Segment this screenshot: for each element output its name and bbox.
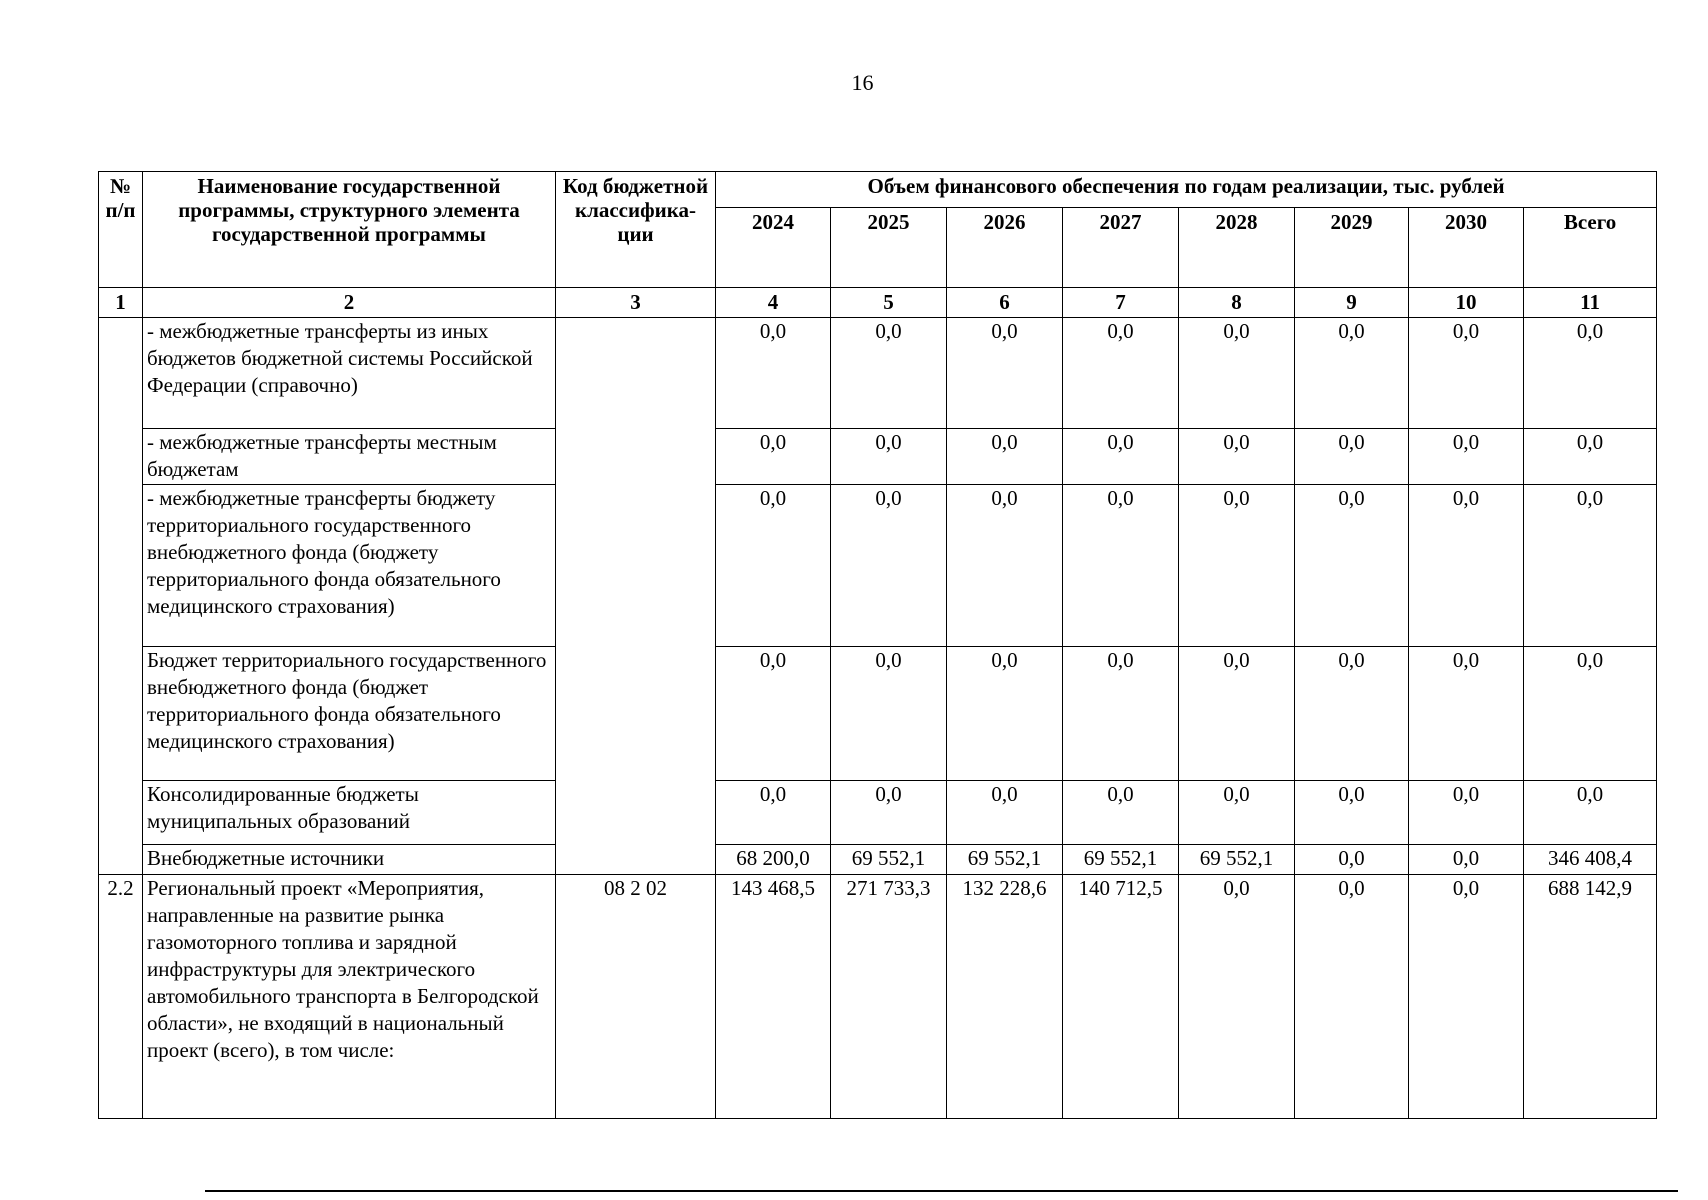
value-2027: 0,0 bbox=[1063, 318, 1179, 429]
bottom-rule bbox=[205, 1190, 1678, 1192]
value-2030: 0,0 bbox=[1409, 318, 1524, 429]
value-2028: 0,0 bbox=[1179, 781, 1295, 845]
value-2025: 271 733,3 bbox=[831, 875, 947, 1119]
header-year-2025: 2025 bbox=[831, 208, 947, 288]
column-number: 2 bbox=[143, 288, 556, 318]
value-2030: 0,0 bbox=[1409, 429, 1524, 485]
value-total: 346 408,4 bbox=[1524, 845, 1657, 875]
column-numbers-row bbox=[99, 288, 1657, 318]
row-name: - межбюджетные трансферты бюджету территориального государственного внебюджетного фонда (бюджету территориального фонда обязательного медицинского страхования) bbox=[143, 485, 556, 647]
value-2024: 0,0 bbox=[716, 647, 831, 781]
project-row bbox=[99, 875, 1657, 1119]
value-2029: 0,0 bbox=[1295, 875, 1409, 1119]
value-2025: 0,0 bbox=[831, 485, 947, 647]
value-2029: 0,0 bbox=[1295, 845, 1409, 875]
value-2025: 0,0 bbox=[831, 318, 947, 429]
value-2028: 0,0 bbox=[1179, 647, 1295, 781]
table-row bbox=[99, 485, 1657, 647]
row-name: Бюджет территориального государственного внебюджетного фонда (бюджет территориального фонда обязательного медицинского страхования) bbox=[143, 647, 556, 781]
row-name: - межбюджетные трансферты местным бюджетам bbox=[143, 429, 556, 485]
table-row bbox=[99, 845, 1657, 875]
value-2026: 0,0 bbox=[947, 781, 1063, 845]
project-num: 2.2 bbox=[99, 875, 143, 1119]
value-2027: 0,0 bbox=[1063, 485, 1179, 647]
column-number: 7 bbox=[1063, 288, 1179, 318]
value-2027: 69 552,1 bbox=[1063, 845, 1179, 875]
value-2030: 0,0 bbox=[1409, 647, 1524, 781]
value-total: 0,0 bbox=[1524, 647, 1657, 781]
value-2026: 0,0 bbox=[947, 318, 1063, 429]
header-year-2027: 2027 bbox=[1063, 208, 1179, 288]
header-code: Код бюджетной классифика-ции bbox=[556, 172, 716, 288]
value-2028: 0,0 bbox=[1179, 429, 1295, 485]
value-2025: 0,0 bbox=[831, 647, 947, 781]
value-2026: 69 552,1 bbox=[947, 845, 1063, 875]
value-total: 688 142,9 bbox=[1524, 875, 1657, 1119]
value-total: 0,0 bbox=[1524, 485, 1657, 647]
value-2030: 0,0 bbox=[1409, 781, 1524, 845]
column-number: 1 bbox=[99, 288, 143, 318]
value-2024: 68 200,0 bbox=[716, 845, 831, 875]
header-name: Наименование государственной программы, структурного элемента государственной программы bbox=[143, 172, 556, 288]
header-volume: Объем финансового обеспечения по годам реализации, тыс. рублей bbox=[716, 172, 1657, 208]
value-2025: 0,0 bbox=[831, 429, 947, 485]
header-year-2030: 2030 bbox=[1409, 208, 1524, 288]
header-year-2026: 2026 bbox=[947, 208, 1063, 288]
value-2029: 0,0 bbox=[1295, 429, 1409, 485]
column-number: 11 bbox=[1524, 288, 1657, 318]
row-name: Консолидированные бюджеты муниципальных образований bbox=[143, 781, 556, 845]
value-2026: 0,0 bbox=[947, 647, 1063, 781]
value-2030: 0,0 bbox=[1409, 875, 1524, 1119]
column-number: 5 bbox=[831, 288, 947, 318]
row-name: Внебюджетные источники bbox=[143, 845, 556, 875]
column-number: 4 bbox=[716, 288, 831, 318]
value-2027: 140 712,5 bbox=[1063, 875, 1179, 1119]
value-total: 0,0 bbox=[1524, 429, 1657, 485]
value-2027: 0,0 bbox=[1063, 429, 1179, 485]
header-num: № п/п bbox=[99, 172, 143, 288]
value-2025: 0,0 bbox=[831, 781, 947, 845]
value-2024: 0,0 bbox=[716, 485, 831, 647]
project-code: 08 2 02 bbox=[556, 875, 716, 1119]
row-code-empty bbox=[556, 318, 716, 875]
table-row bbox=[99, 318, 1657, 429]
value-2030: 0,0 bbox=[1409, 845, 1524, 875]
column-number: 3 bbox=[556, 288, 716, 318]
value-2026: 0,0 bbox=[947, 429, 1063, 485]
value-2025: 69 552,1 bbox=[831, 845, 947, 875]
value-2029: 0,0 bbox=[1295, 781, 1409, 845]
row-name: - межбюджетные трансферты из иных бюджетов бюджетной системы Российской Федерации (справочно) bbox=[143, 318, 556, 429]
column-number: 8 bbox=[1179, 288, 1295, 318]
value-2029: 0,0 bbox=[1295, 318, 1409, 429]
value-2026: 0,0 bbox=[947, 485, 1063, 647]
header-total: Всего bbox=[1524, 208, 1657, 288]
table-row bbox=[99, 781, 1657, 845]
column-number: 9 bbox=[1295, 288, 1409, 318]
header-year-2028: 2028 bbox=[1179, 208, 1295, 288]
table-row bbox=[99, 647, 1657, 781]
row-num-empty bbox=[99, 318, 143, 875]
value-2028: 69 552,1 bbox=[1179, 845, 1295, 875]
value-2030: 0,0 bbox=[1409, 485, 1524, 647]
project-name: Региональный проект «Мероприятия, направленные на развитие рынка газомоторного топлива и зарядной инфраструктуры для электрического автомобильного транспорта в Белгородской области», не входящий в национальный проект (всего), в том числе: bbox=[143, 875, 556, 1119]
value-2024: 0,0 bbox=[716, 429, 831, 485]
header-row bbox=[99, 172, 1657, 208]
page-number: 16 bbox=[851, 70, 874, 95]
value-2026: 132 228,6 bbox=[947, 875, 1063, 1119]
header-year-2024: 2024 bbox=[716, 208, 831, 288]
value-total: 0,0 bbox=[1524, 781, 1657, 845]
table-row bbox=[99, 429, 1657, 485]
value-2024: 143 468,5 bbox=[716, 875, 831, 1119]
column-number: 6 bbox=[947, 288, 1063, 318]
financing-table bbox=[98, 171, 1657, 1119]
value-2028: 0,0 bbox=[1179, 485, 1295, 647]
value-2029: 0,0 bbox=[1295, 647, 1409, 781]
value-total: 0,0 bbox=[1524, 318, 1657, 429]
value-2027: 0,0 bbox=[1063, 647, 1179, 781]
value-2024: 0,0 bbox=[716, 318, 831, 429]
value-2024: 0,0 bbox=[716, 781, 831, 845]
value-2028: 0,0 bbox=[1179, 318, 1295, 429]
value-2029: 0,0 bbox=[1295, 485, 1409, 647]
value-2028: 0,0 bbox=[1179, 875, 1295, 1119]
value-2027: 0,0 bbox=[1063, 781, 1179, 845]
header-year-2029: 2029 bbox=[1295, 208, 1409, 288]
column-number: 10 bbox=[1409, 288, 1524, 318]
